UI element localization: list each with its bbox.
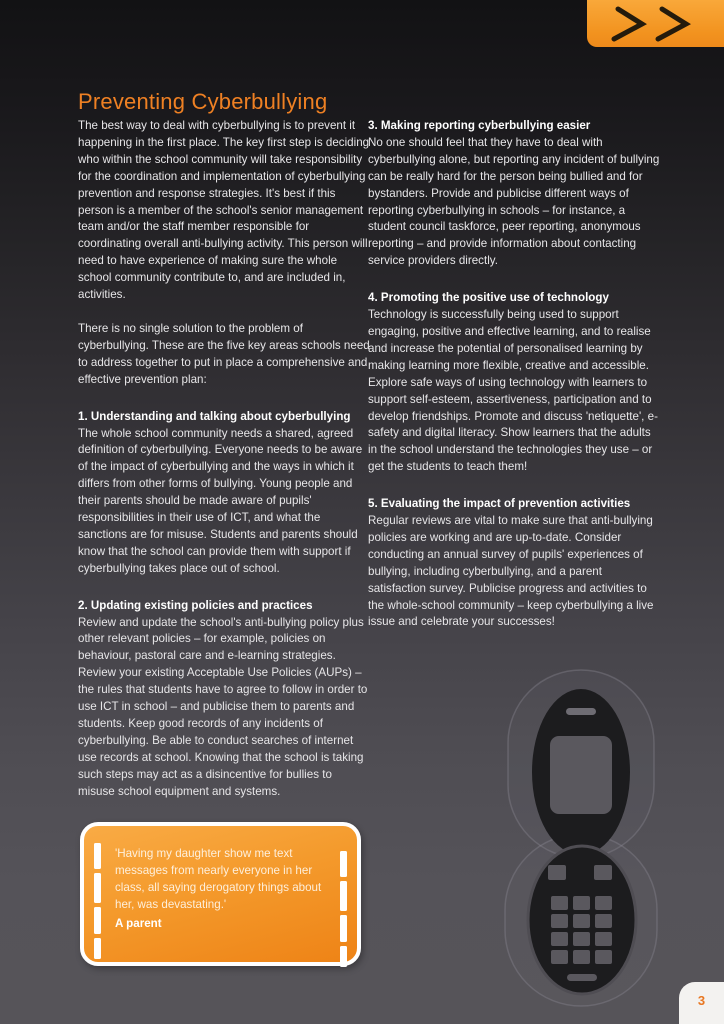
section-2-heading: 2. Updating existing policies and practices	[78, 598, 313, 612]
left-column	[78, 118, 370, 801]
quote-attribution: A parent	[115, 917, 162, 930]
forward-chevrons-icon	[610, 5, 702, 43]
section-5-body: Regular reviews are vital to make sure that anti-bullying policies are working and are up-to-date. Consider conducting an annual survey of pupils' experiences of bullying, including cyberbullying, and a parent satisfaction survey. Publicise progress and activities to the whole-school community – keep cyberbullying a live issue and celebrate your successes!	[368, 514, 654, 629]
section-5-heading: 5. Evaluating the impact of prevention activities	[368, 497, 631, 511]
section-2	[78, 598, 370, 801]
intro-paragraph: The best way to deal with cyberbullying is to prevent it happening in the first place. The key first step is deciding who within the school community will take responsibility for the coordination and implementation of cyberbullying prevention and response strategies. It's best if this person is a member of the school's senior management team and/or the staff member responsible for coordinating overall anti-bullying activity. This person will need to have experience of making sure the whole school community contribute to, and are included in, activities.	[78, 119, 370, 302]
quote-text	[115, 845, 337, 932]
quote-body: 'Having my daughter show me text messages from nearly everyone in her class, all saying derogatory things about her, was devastating.'	[115, 847, 322, 911]
section-2-body: Review and update the school's anti-bullying policy plus other relevant policies – for example, policies on behaviour, pastoral care and e-learning strategies. Review your existing Acceptable Use Policies (AUPs) – the rules that students have to agree to follow in order to use ICT in school – and publicise them to parents and students. Keep good records of any incidents of cyberbullying. Be able to conduct searches of internet use records at school. Knowing that the school is taking such steps may act as a disincentive for bullies to misuse school equipment and systems.	[78, 615, 368, 798]
section-1-body: The whole school community needs a shared, agreed definition of cyberbullying. Everyone needs to be aware of the impact of cyberbullying and the ways in which it differs from other forms of bullying. Young people and their parents should be made aware of pupils' responsibilities in their use of ICT, and what the sanctions are for misuse. Students and parents should know that the school can provide them with support if cyberbullying takes place out of school.	[78, 426, 363, 575]
section-3	[368, 118, 660, 270]
quote-callout-box	[80, 822, 361, 966]
section-5	[368, 496, 660, 631]
section-4-body: Technology is successfully being used to support engaging, positive and effective learning, and to realise and increase the potential of personalised learning by making learning more flexible, creative and accessible. Explore safe ways of using technology with learners to support self-esteem, assertiveness, participation and to develop friendships. Promote and discuss 'netiquette', e-safety and digital literacy. Show learners that the adults in the school understand the technologies they use – or get the students to teach them!	[368, 308, 658, 474]
right-column	[368, 118, 660, 631]
section-4	[368, 290, 660, 476]
page-number-tab	[679, 982, 724, 1024]
quote-decoration-bars-right	[340, 851, 347, 967]
page-number: 3	[697, 993, 706, 1008]
section-3-heading: 3. Making reporting cyberbullying easier	[368, 119, 591, 132]
plan-intro-paragraph: There is no single solution to the problem of cyberbullying. These are the five key areas schools need to address together to put in place a comprehensive and effective prevention plan:	[78, 321, 370, 386]
section-1-heading: 1. Understanding and talking about cyberbullying	[78, 409, 351, 423]
section-4-heading: 4. Promoting the positive use of technology	[368, 291, 609, 305]
page-title: Preventing Cyberbullying	[78, 88, 328, 114]
flip-phone-icon	[498, 662, 664, 1014]
forward-nav-tab	[587, 0, 724, 47]
section-1	[78, 409, 370, 578]
section-3-body: No one should feel that they have to deal with cyberbullying alone, but reporting any incident of bullying can be really hard for the person being bullied and for bystanders. Provide and publicise different ways of reporting cyberbullying in schools – for instance, a student council taskforce, peer reporting, anonymous reporting – and provide information about contacting service providers directly.	[368, 135, 660, 268]
quote-decoration-bars-left	[94, 843, 101, 959]
